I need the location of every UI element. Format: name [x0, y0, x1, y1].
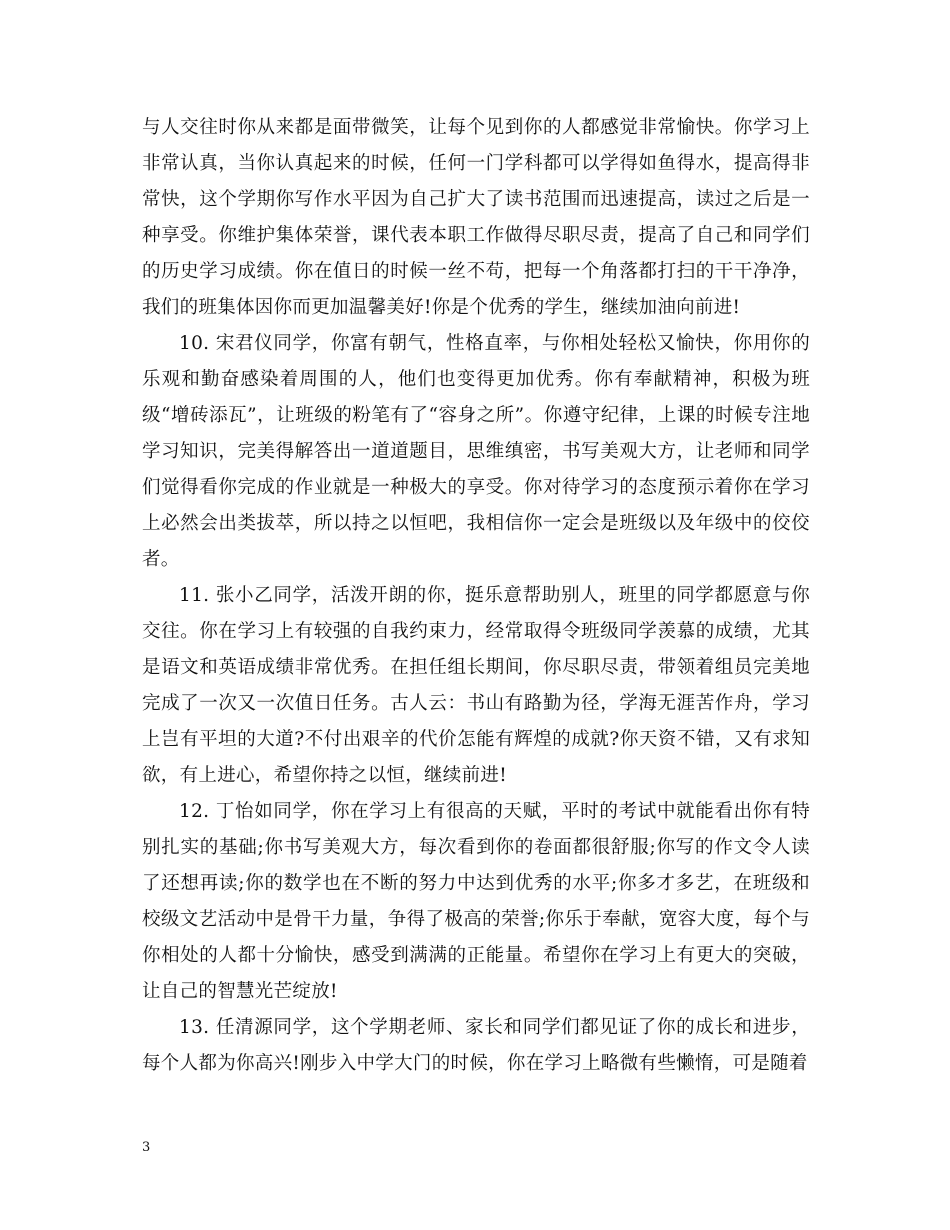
paragraph-item-11: 11. 张小乙同学，活泼开朗的你，挺乐意帮助别人，班里的同学都愿意与你交往。你在学习上有较强的自我约束力，经常取得令班级同学羡慕的成绩，尤其是语文和英语成绩非常优秀。在担任组长期间，你尽职尽责，带领着组员完美地完成了一次又一次值日任务。古人云：书山有路勤为径，学海无涯苦作舟，学习上岂有平坦的大道?不付出艰辛的代价怎能有辉煌的成就?你天资不错，又有求知欲，有上进心，希望你持之以恒，继续前进!: [142, 585, 810, 786]
paragraph-item-12: 12. 丁怡如同学，你在学习上有很高的天赋，平时的考试中就能看出你有特别扎实的基础;你书写美观大方，每次看到你的卷面都很舒服;你写的作文令人读了还想再读;你的数学也在不断的努力中达到优秀的水平;你多才多艺，在班级和校级文艺活动中是骨干力量，争得了极高的荣誉;你乐于奉献，宽容大度，每个与你相处的人都十分愉快，感受到满满的正能量。希望你在学习上有更大的突破，让自己的智慧光芒绽放!: [142, 801, 810, 1002]
page-number: 3: [142, 1140, 151, 1155]
body-text: [142, 110, 810, 1082]
paragraph-item-10: 10. 宋君仪同学，你富有朝气，性格直率，与你相处轻松又愉快，你用你的乐观和勤奋感染着周围的人，他们也变得更加优秀。你有奉献精神，积极为班级“增砖添瓦”，让班级的粉笔有了“容身之所”。你遵守纪律，上课的时候专注地学习知识，完美得解答出一道道题目，思维缜密，书写美观大方，让老师和同学们觉得看你完成的作业就是一种极大的享受。你对待学习的态度预示着你在学习上必然会出类拔萃，所以持之以恒吧，我相信你一定会是班级以及年级中的佼佼者。: [142, 333, 810, 570]
paragraph-item-13: 13. 任清源同学，这个学期老师、家长和同学们都见证了你的成长和进步，每个人都为你高兴!刚步入中学大门的时候，你在学习上略微有些懒惰，可是随着: [142, 1017, 810, 1074]
paragraph-continuation: 与人交往时你从来都是面带微笑，让每个见到你的人都感觉非常愉快。你学习上非常认真，当你认真起来的时候，任何一门学科都可以学得如鱼得水，提高得非常快，这个学期你写作水平因为自己扩大了读书范围而迅速提高，读过之后是一种享受。你维护集体荣誉，课代表本职工作做得尽职尽责，提高了自己和同学们的历史学习成绩。你在值日的时候一丝不苟，把每一个角落都打扫的干干净净，我们的班集体因你而更加温馨美好!你是个优秀的学生，继续加油向前进!: [142, 117, 810, 318]
